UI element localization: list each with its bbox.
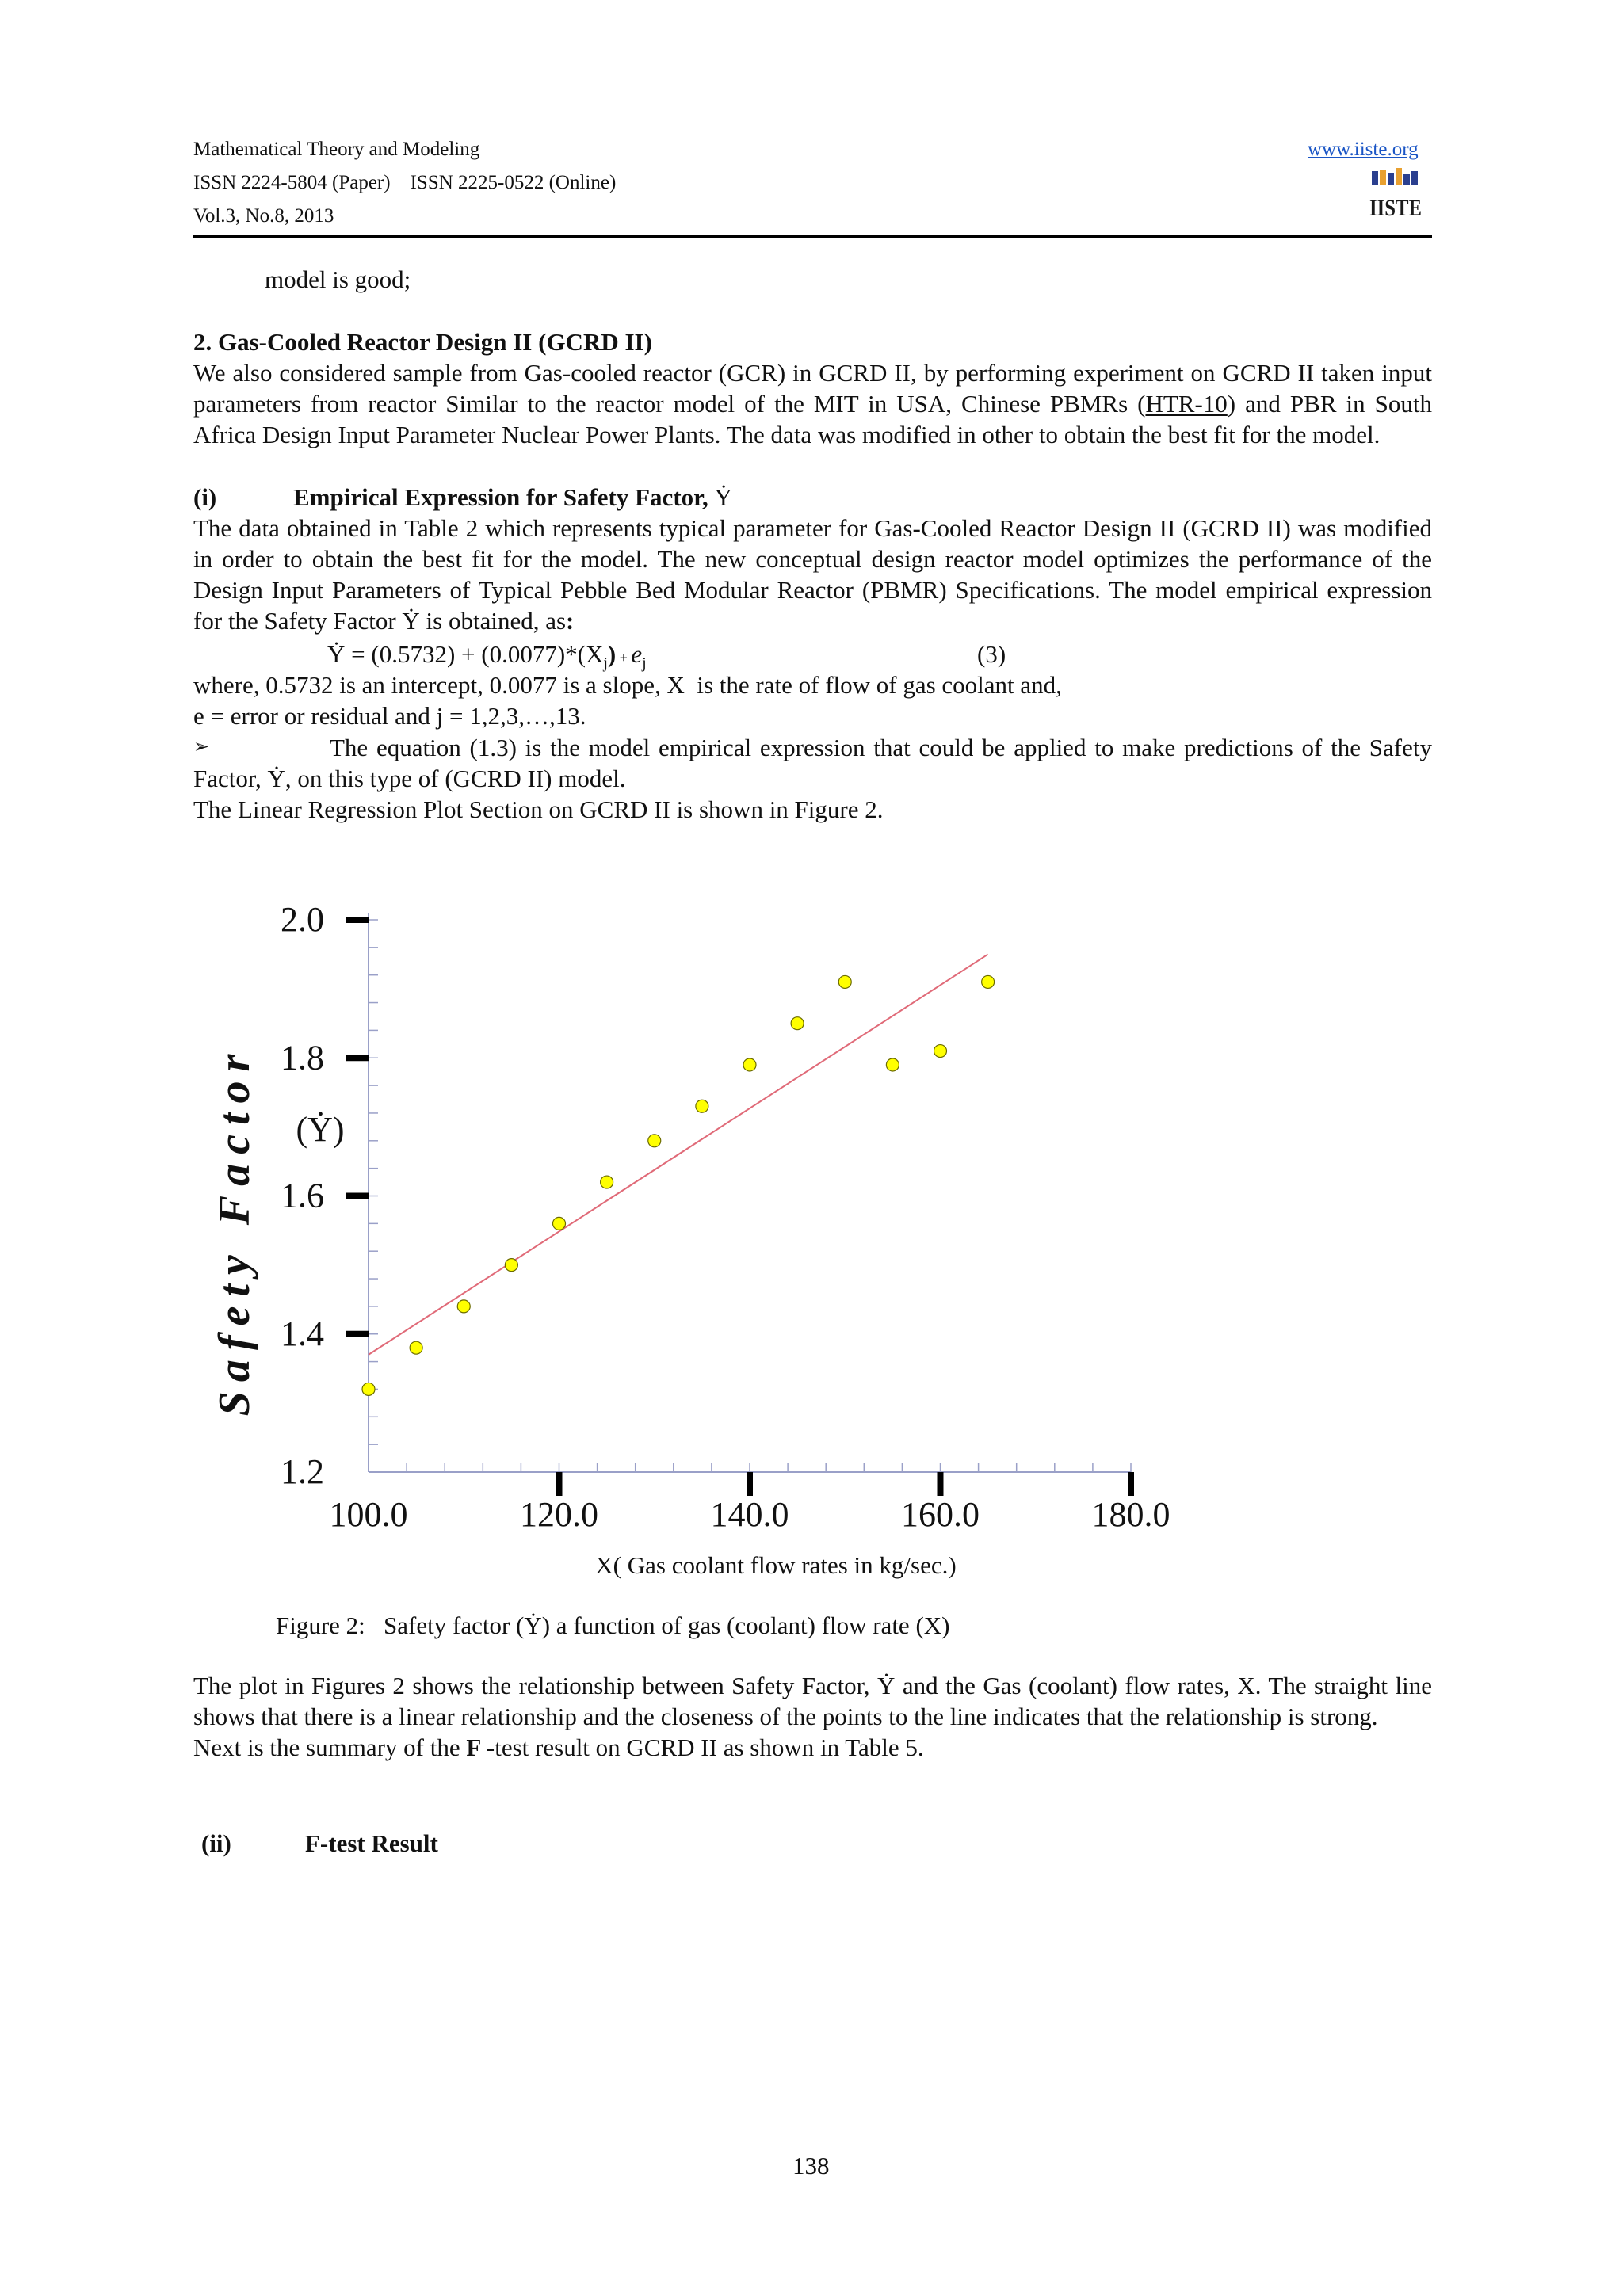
x-tick-label: 100.0	[329, 1495, 408, 1534]
paragraph-4	[193, 1732, 1432, 1763]
data-point	[886, 1058, 899, 1071]
equation-sub-j: j	[603, 654, 608, 673]
x-tick-label: 160.0	[901, 1495, 980, 1534]
paragraph-1-text-b: ) and PBR in South Africa Design Input Parameter Nuclear Power Plants. The data was modified in other to obtain the best fit for the model.	[193, 390, 1432, 448]
x-tick-label: 120.0	[520, 1495, 598, 1534]
y-tick-label: 1.6	[281, 1176, 324, 1215]
paragraph-2-text: The data obtained in Table 2 which represents typical parameter for Gas-Cooled Reactor Design II (GCRD II) was modified in order to obtain the best fit for the model. The new conceptual design reactor model optimizes the performance of the Design Input Parameters of Typical Pebble Bed Modular Reactor (PBMR) Specifications. The model empirical expression for the Safety Factor Ẏ is obtained, as	[193, 514, 1432, 635]
subsection-ii-title: F-test Result	[305, 1829, 438, 1857]
equation-e-sub: j	[642, 654, 647, 673]
website-link[interactable]: www.iiste.org	[1308, 139, 1419, 160]
where-line: where, 0.5732 is an intercept, 0.0077 is a slope, X is the rate of flow of gas coolant and,	[193, 671, 1062, 699]
figure-caption: Figure 2: Safety factor (Ẏ) a function of gas (coolant) flow rate (X)	[276, 1611, 950, 1639]
data-point	[838, 975, 851, 988]
y-tick-label: 1.2	[281, 1452, 324, 1491]
intro-line: model is good;	[265, 265, 411, 293]
subsection-i-title: Empirical Expression for Safety Factor,	[293, 483, 708, 511]
data-point	[553, 1217, 566, 1230]
x-major-tick	[1128, 1472, 1134, 1496]
x-tick-label: 140.0	[710, 1495, 789, 1534]
x-major-tick	[747, 1472, 753, 1496]
x-major-tick	[938, 1472, 944, 1496]
journal-title: Mathematical Theory and Modeling	[193, 139, 480, 160]
equation-main: Ẏ = (0.5732) + (0.0077)*(X	[327, 640, 604, 668]
y-tick-label: 1.4	[281, 1314, 324, 1353]
x-major-tick	[556, 1472, 563, 1496]
plot-intro: The Linear Regression Plot Section on GCRD II is shown in Figure 2.	[193, 795, 884, 823]
bullet-arrow-icon: ➢	[193, 737, 210, 757]
y-tick-label: 2.0	[281, 900, 324, 939]
logo-text: IISTE	[1369, 195, 1422, 221]
paragraph-4-text-a: Next is the summary of the	[193, 1733, 467, 1761]
equation-close: )	[607, 640, 617, 668]
data-point	[601, 1176, 613, 1188]
header-rule	[193, 235, 1432, 238]
data-point	[362, 1383, 375, 1395]
paragraph-1	[193, 357, 1432, 450]
subsection-ii-number: (ii)	[201, 1829, 231, 1857]
section-heading: 2. Gas-Cooled Reactor Design II (GCRD II)	[193, 328, 652, 356]
regression-line	[369, 955, 988, 1355]
data-point	[410, 1341, 422, 1354]
iiste-logo-icon	[1367, 168, 1424, 227]
data-point	[648, 1135, 661, 1147]
data-point	[696, 1100, 708, 1112]
equation-number: (3)	[977, 640, 1006, 668]
discussion	[193, 1670, 1432, 1763]
data-point	[982, 975, 995, 988]
equation-plus: +	[616, 650, 632, 666]
data-point	[457, 1300, 470, 1313]
paragraph-2	[193, 513, 1432, 636]
subsection-i-heading	[293, 482, 732, 513]
subsection-i-symbol: Ẏ	[708, 483, 732, 511]
x-tick-label: 180.0	[1091, 1495, 1170, 1534]
page-number: 138	[792, 2152, 830, 2180]
paragraph-4-bold: F -	[466, 1733, 495, 1761]
issn-line: ISSN 2224-5804 (Paper) ISSN 2225-0522 (Online)	[193, 172, 617, 193]
htr10-link: HTR-10	[1145, 390, 1228, 418]
data-point	[743, 1058, 756, 1071]
y-axis-title: Safety Factor	[210, 1044, 259, 1417]
iiste-logo	[1367, 168, 1424, 227]
y-major-tick	[346, 1193, 369, 1199]
section-2	[193, 326, 1432, 450]
data-point	[791, 1017, 804, 1030]
subsection-i-number: (i)	[193, 483, 217, 511]
x-axis-title: X( Gas coolant flow rates in kg/sec.)	[595, 1551, 957, 1579]
data-point	[505, 1259, 517, 1272]
y-major-tick	[346, 1331, 369, 1337]
y-major-tick	[346, 1055, 369, 1061]
paragraph-2-colon: :	[566, 607, 575, 635]
figure-2-chart	[193, 887, 1224, 1600]
paragraph-3: The plot in Figures 2 shows the relationship between Safety Factor, Ẏ and the Gas (coolant) flow rates, X. The straight line shows that there is a linear relationship and the closeness of the points to the line indicates that the relationship is strong.	[193, 1672, 1432, 1730]
volume-line: Vol.3, No.8, 2013	[193, 205, 334, 227]
bullet-paragraph	[193, 732, 1432, 794]
y-tick-label: 1.8	[281, 1038, 324, 1077]
error-line: e = error or residual and j = 1,2,3,…,13.	[193, 702, 586, 730]
paragraph-1-text-a: We also considered sample from Gas-cooled reactor (GCR) in GCRD II, by performing experiment on GCRD II taken input parameters from reactor Similar to the reactor model of the MIT in USA, Chinese PBMRs (	[193, 359, 1432, 418]
y-axis-symbol: (Ẏ)	[296, 1110, 345, 1149]
paragraph-4-text-b: test result on GCRD II as shown in Table 5.	[495, 1733, 924, 1761]
data-point	[934, 1045, 947, 1058]
bullet-text: The equation (1.3) is the model empirical expression that could be applied to make predictions of the Safety Factor, Ẏ, on this type of (GCRD II) model.	[193, 734, 1432, 792]
equation-e: e	[631, 640, 643, 668]
y-major-tick	[346, 917, 369, 923]
